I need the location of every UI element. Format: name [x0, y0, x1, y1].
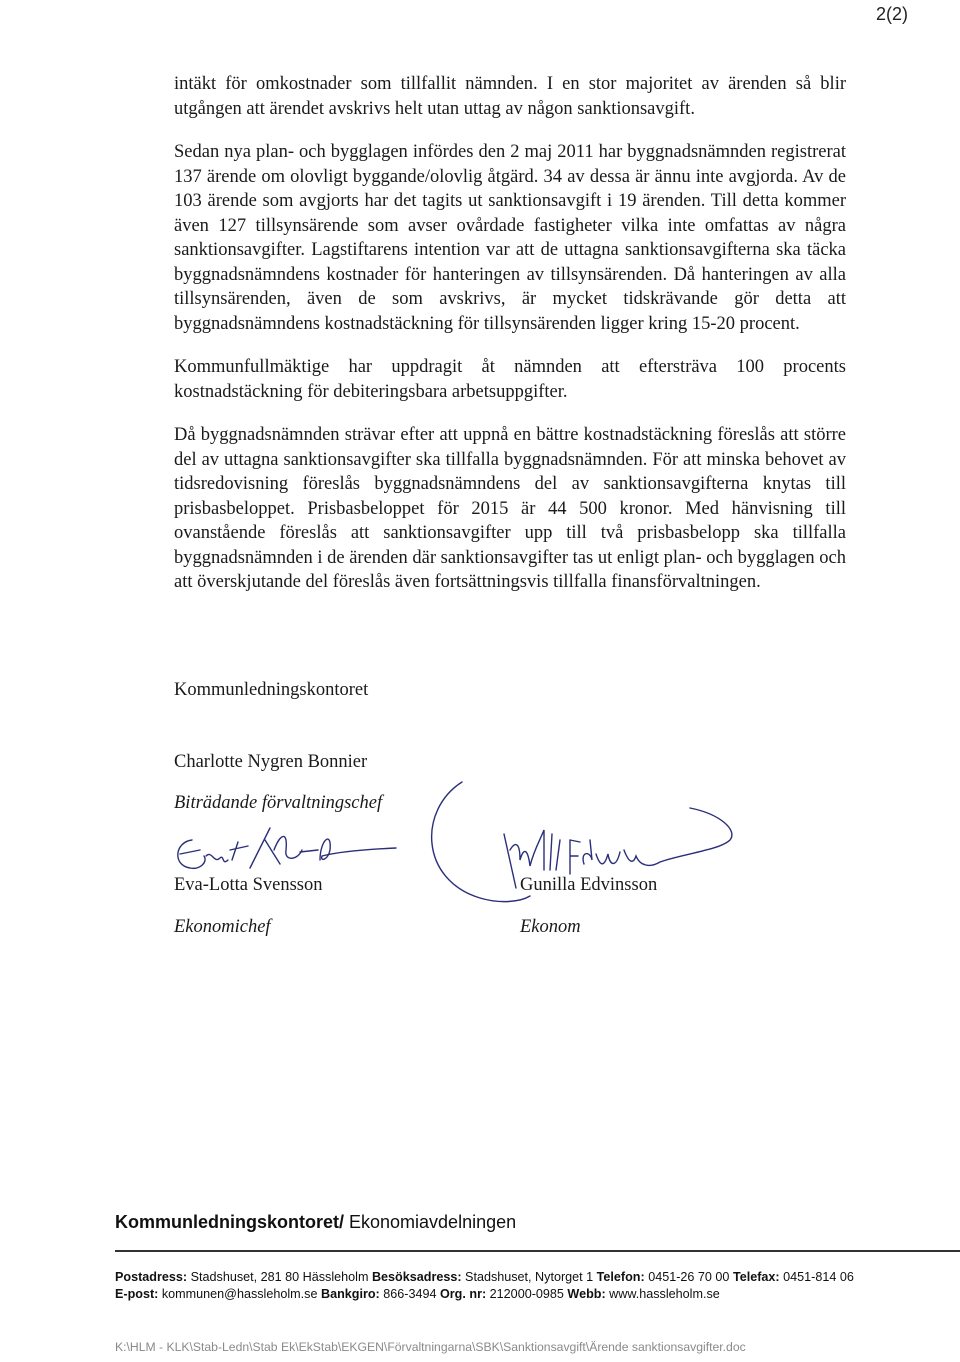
paragraph-2: Sedan nya plan- och bygglagen infördes den 2 maj 2011 har byggnadsnämnden registrerat 137 ärende om olovligt byggande/olovlig åtgärd. 34 av dessa är ännu inte avgjorda. Av de 103 ärende som avgjorts har det tagits ut sanktionsavgift i 19 ärenden. Till detta kommer även 127 tillsynsärende som avser ovårdade fastigheter vilka inte omfattas av några sanktionsavgifter. Lagstiftarens intention var att de uttagna sanktionsavgifterna ska täcka byggnadsnämndens kostnader för hanteringen av tillsynsärenden. Då hanteringen av alla tillsynsärenden, även de som avskrivs, är mycket tidskrävande gör detta att byggnadsnämndens kostnadstäckning för tillsynsärenden ligger kring 15-20 procent. [174, 142, 846, 334]
body-text [174, 72, 846, 614]
footer-unit-bold: Kommunledningskontoret/ [115, 1212, 344, 1232]
footer-contact [115, 1269, 950, 1303]
bankgiro-value: 866-3494 [383, 1287, 437, 1301]
eva-lotta-signature-icon [170, 820, 400, 890]
besoksadress-value: Stadshuset, Nytorget 1 [465, 1270, 594, 1284]
orgnr-label: Org. nr: [439, 1287, 487, 1301]
telefax-label: Telefax: [732, 1270, 780, 1284]
right-signer-name: Gunilla Edvinsson [520, 875, 658, 895]
right-signer-title: Ekonom [520, 917, 581, 937]
bankgiro-label: Bankgiro: [320, 1287, 380, 1301]
footer-unit [115, 1212, 516, 1233]
office-name: Kommunledningskontoret [174, 680, 369, 700]
postadress-label: Postadress: [115, 1270, 188, 1284]
orgnr-value: 212000-0985 [489, 1287, 564, 1301]
left-signer-name: Eva-Lotta Svensson [174, 875, 323, 895]
webb-label: Webb: [567, 1287, 606, 1301]
footer-unit-rest: Ekonomiavdelningen [344, 1212, 517, 1232]
file-path: K:\HLM - KLK\Stab-Ledn\Stab Ek\EkStab\EKGEN\Förvaltningarna\SBK\Sanktionsavgift\Ärende sanktionsavgifter.doc [115, 1340, 746, 1354]
gunilla-signature-icon [420, 770, 740, 910]
signatory-name: Charlotte Nygren Bonnier [174, 752, 368, 772]
telefon-label: Telefon: [596, 1270, 645, 1284]
telefax-value: 0451-814 06 [783, 1270, 854, 1284]
footer-divider [115, 1250, 960, 1252]
postadress-value: Stadshuset, 281 80 Hässleholm [190, 1270, 369, 1284]
epost-label: E-post: [115, 1287, 159, 1301]
epost-value[interactable]: kommunen@hassleholm.se [161, 1287, 318, 1301]
telefon-value: 0451-26 70 00 [648, 1270, 730, 1284]
paragraph-3: Kommunfullmäktige har uppdragit åt nämnden att eftersträva 100 procents kostnadstäckning för debiteringsbara arbetsuppgifter. [174, 357, 846, 402]
besoksadress-label: Besöksadress: [371, 1270, 462, 1284]
page-number: 2(2) [875, 4, 908, 24]
footer-contact-line-1 [115, 1269, 950, 1286]
signatory-title: Biträdande förvaltningschef [174, 793, 383, 813]
footer-contact-line-2 [115, 1286, 950, 1303]
left-signer-title: Ekonomichef [174, 917, 271, 937]
webb-value[interactable]: www.hassleholm.se [609, 1287, 720, 1301]
paragraph-4: Då byggnadsnämnden strävar efter att uppnå en bättre kostnadstäckning föreslås att större del av uttagna sanktionsavgifter ska tillfalla byggnadsnämnden. För att minska behovet av tidsredovisning föreslås byggnadsnämndens del av sanktionsavgifterna knytas till prisbasbeloppet. Prisbasbeloppet för 2015 är 44 500 kronor. Med hänvisning till ovanstående föreslås att sanktionsavgifter upp till två prisbasbelopp ska tillfalla byggnadsnämnden i de ärenden där sanktionsavgifter tas ut enligt plan- och bygglagen och att överskjutande del föreslås även fortsättningsvis tillfalla finansförvaltningen. [174, 425, 846, 592]
paragraph-1: intäkt för omkostnader som tillfallit nämnden. I en stor majoritet av ärenden så blir utgången att ärendet avskrivs helt utan uttag av någon sanktionsavgift. [174, 74, 846, 119]
